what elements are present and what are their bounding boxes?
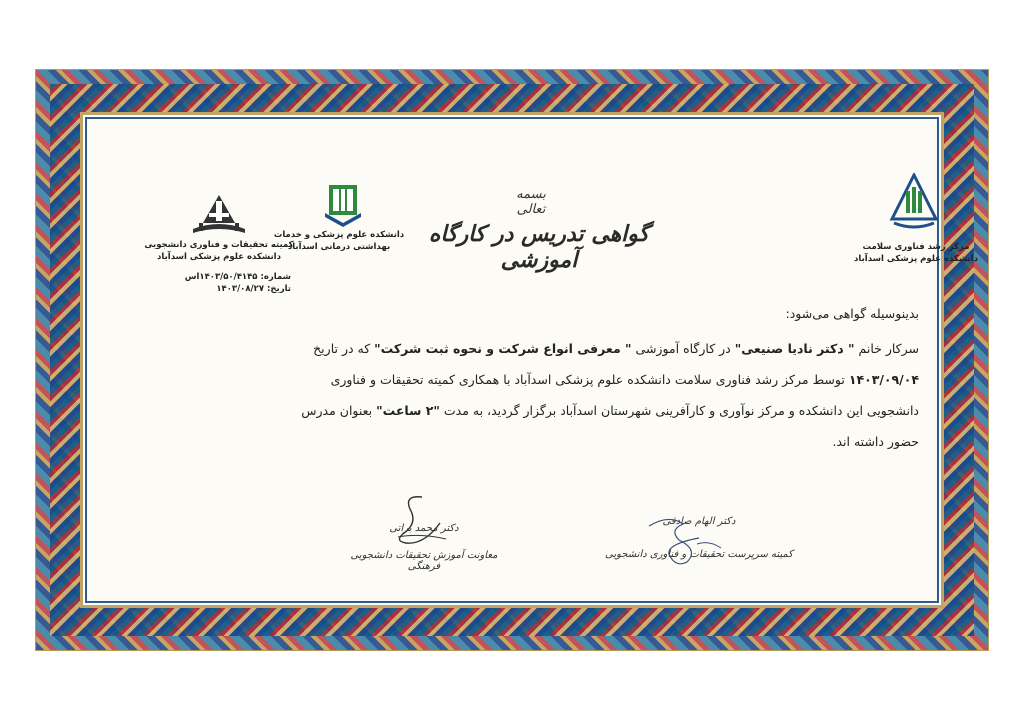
workshop-duration: "۲ ساعت" <box>376 403 440 418</box>
right-logo-caption-line2: دانشکده علوم پزشکی اسدآباد <box>854 254 978 264</box>
left-logo-caption-line1: کمیته تحقیقات و فناوری دانشجویی <box>144 240 294 250</box>
body-line-1 <box>183 333 919 364</box>
line1-part-c: که در تاریخ <box>313 341 375 356</box>
letter-date-value: ۱۴۰۳/۰۸/۲۷ <box>216 284 265 294</box>
body-line-3 <box>183 395 919 426</box>
mid-logo-caption <box>264 229 414 253</box>
line3-part-b: بعنوان مدرس <box>301 403 377 418</box>
letter-number-label: شماره: <box>260 272 291 282</box>
mid-logo-caption-line2: بهداشتی درمانی اسدآباد <box>287 242 391 252</box>
certificate-border <box>36 70 988 650</box>
certificate-body <box>80 112 978 608</box>
signature-left-scribble <box>384 493 454 553</box>
invocation: بسمه تعالی <box>516 187 546 217</box>
left-logo-caption-line2: دانشکده علوم پزشکی اسدآباد <box>157 252 281 262</box>
workshop-date: ۱۴۰۳/۰۹/۰۴ <box>848 372 919 387</box>
signature-right <box>599 516 799 560</box>
signature-left <box>344 501 504 572</box>
certificate-text <box>183 306 919 457</box>
line2-rest: توسط مرکز رشد فناوری سلامت دانشکده علوم پزشکی اسدآباد با همکاری کمیته تحقیقات و فناوری <box>330 372 849 387</box>
workshop-title: " معرفی انواع شرکت و نحوه ثبت شرکت" <box>374 341 632 356</box>
letter-date-label: تاریخ: <box>267 284 291 294</box>
right-logo-caption-line1: مرکز رشد فناوری سلامت <box>862 242 970 252</box>
letter-number-value: ۱۴۰۳/۵۰/۴۱۴۵اس <box>184 272 258 282</box>
letter-reference <box>161 271 291 295</box>
body-line-4: حضور داشته اند. <box>832 434 919 449</box>
body-line-2 <box>183 364 919 395</box>
right-logo-caption <box>841 241 991 265</box>
signature-right-role: کمیته سرپرست تحقیقات و فناوری دانشجویی <box>605 549 793 560</box>
recipient-name: " دکتر نادیا صنیعی" <box>734 341 855 356</box>
student-research-committee-logo <box>189 193 249 237</box>
intro-line: بدینوسیله گواهی می‌شود: <box>785 306 919 321</box>
university-logo <box>319 183 367 229</box>
health-tech-incubator-logo <box>884 173 944 235</box>
certificate-title: گواهی تدریس در کارگاه آموزشی <box>428 221 650 273</box>
letter-number <box>161 271 291 283</box>
signature-left-role: معاونت آموزش تحقیقات دانشجویی فرهنگی <box>350 550 498 572</box>
letter-date <box>161 283 291 295</box>
line1-part-a: سرکار خانم <box>854 341 919 356</box>
signature-right-scribble <box>639 510 729 570</box>
line3-part-a: دانشجویی این دانشکده و مرکز نوآوری و کارآفرینی شهرستان اسدآباد برگزار گردید، به مدت <box>439 403 919 418</box>
certificate-paper <box>89 121 978 599</box>
mid-logo-caption-line1: دانشکده علوم پزشکی و خدمات <box>273 230 405 240</box>
signature-right-name: دکتر الهام صادقی <box>662 516 736 527</box>
signature-left-name: دکتر محمد براتی <box>389 523 459 534</box>
line1-part-b: در کارگاه آموزشی <box>631 341 735 356</box>
